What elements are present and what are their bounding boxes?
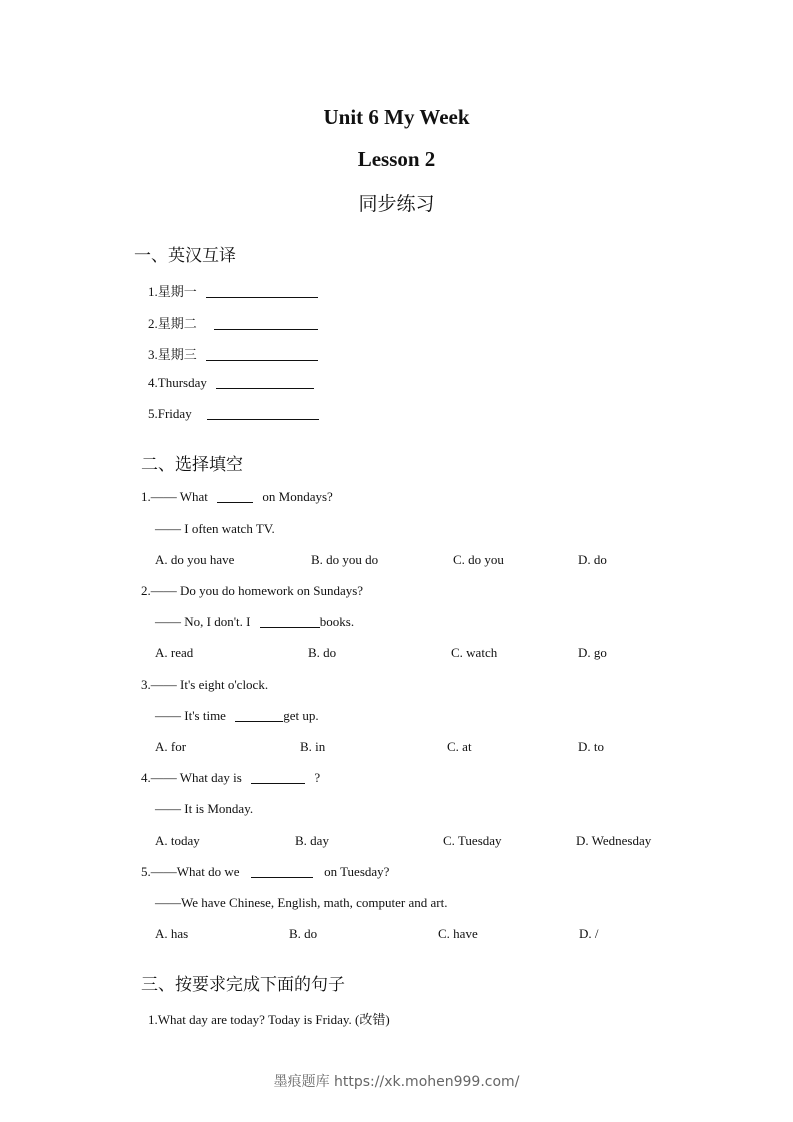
option-5d[interactable]: D. / <box>579 926 599 941</box>
answer-3 <box>155 708 319 724</box>
answer-blank[interactable] <box>207 407 319 420</box>
answer-blank[interactable] <box>217 490 253 503</box>
option-4a[interactable]: A. today <box>155 833 200 848</box>
option-2d[interactable]: D. go <box>578 645 607 660</box>
page-title: Unit 6 My Week <box>323 105 470 129</box>
option-5b[interactable]: B. do <box>289 926 318 941</box>
option-1c[interactable]: C. do you <box>453 552 504 567</box>
footer-watermark: 墨痕题库 https://xk.mohen999.com/ <box>273 1074 520 1090</box>
option-3a[interactable]: A. for <box>155 739 187 754</box>
item-text: 2.星期二 <box>148 316 197 331</box>
option-4c[interactable]: C. Tuesday <box>443 833 502 848</box>
page-subtitle: 同步练习 <box>358 193 435 215</box>
answer-1: —— I often watch TV. <box>155 521 275 536</box>
lesson-title: Lesson 2 <box>357 147 436 171</box>
option-4b[interactable]: B. day <box>295 833 329 848</box>
item-text: 1.星期一 <box>148 284 197 299</box>
answer-blank[interactable] <box>260 615 320 628</box>
question-text: on Mondays? <box>262 489 333 504</box>
answer-text: books. <box>319 614 355 629</box>
item-text: 5.Friday <box>148 406 192 421</box>
answer-blank[interactable] <box>206 348 318 361</box>
option-3b[interactable]: B. in <box>300 739 326 754</box>
option-2c[interactable]: C. watch <box>451 645 498 660</box>
section2-heading: 二、选择填空 <box>141 455 243 475</box>
option-5c[interactable]: C. have <box>438 926 478 941</box>
section3-heading: 三、按要求完成下面的句子 <box>141 975 345 995</box>
option-3c[interactable]: C. at <box>447 739 472 754</box>
section1-item-5 <box>148 406 319 422</box>
answer-blank[interactable] <box>216 376 314 389</box>
question-text: 5.——What do we <box>141 864 240 879</box>
question-text: on Tuesday? <box>324 864 390 879</box>
answer-blank[interactable] <box>251 771 305 784</box>
section1-item-1 <box>148 281 318 300</box>
question-text: 4.—— What day is <box>141 770 242 785</box>
question-2: 2.—— Do you do homework on Sundays? <box>141 583 364 598</box>
answer-5: ——We have Chinese, English, math, computer and art. <box>155 895 448 910</box>
option-1b[interactable]: B. do you do <box>311 552 379 567</box>
option-1d[interactable]: D. do <box>578 552 607 567</box>
answer-text: —— No, I don't. I <box>155 614 251 629</box>
section1-item-3 <box>148 344 318 363</box>
option-3d[interactable]: D. to <box>578 739 604 754</box>
option-2a[interactable]: A. read <box>155 645 194 660</box>
section3-item-1: 1.What day are today? Today is Friday. (改错) <box>148 1012 390 1027</box>
answer-blank[interactable] <box>251 865 313 878</box>
answer-2 <box>155 614 354 630</box>
answer-text: get up. <box>283 708 319 723</box>
answer-blank[interactable] <box>214 317 318 330</box>
question-4 <box>141 770 320 786</box>
answer-4: —— It is Monday. <box>155 801 254 816</box>
answer-text: —— It's time <box>155 708 226 723</box>
option-2b[interactable]: B. do <box>308 645 337 660</box>
question-3: 3.—— It's eight o'clock. <box>141 677 269 692</box>
section1-heading: 一、英汉互译 <box>134 246 236 266</box>
question-5 <box>141 864 389 880</box>
item-text: 3.星期三 <box>148 347 197 362</box>
option-4d[interactable]: D. Wednesday <box>576 833 652 848</box>
answer-blank[interactable] <box>235 709 283 722</box>
question-text: 1.—— What <box>141 489 208 504</box>
section1-item-4 <box>148 375 314 391</box>
question-text: ? <box>314 770 321 785</box>
item-text: 4.Thursday <box>148 375 207 390</box>
option-1a[interactable]: A. do you have <box>155 552 235 567</box>
option-5a[interactable]: A. has <box>155 926 189 941</box>
answer-blank[interactable] <box>206 285 318 298</box>
section1-item-2 <box>148 313 318 332</box>
question-1 <box>141 489 333 505</box>
